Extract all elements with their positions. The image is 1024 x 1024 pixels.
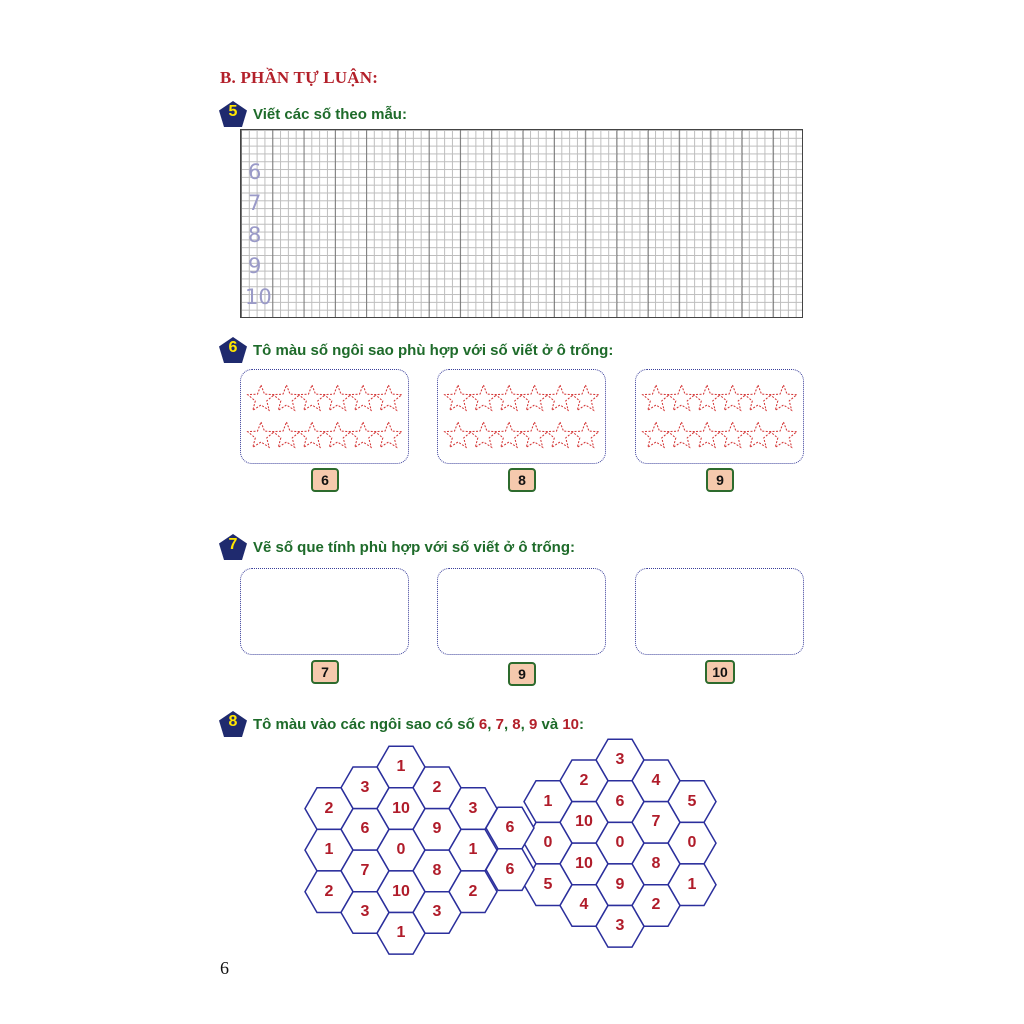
hexagon-number: 3 [468,799,478,817]
target-number-box: 6 [311,468,339,492]
hexagon-number: 6 [505,819,515,836]
hexagon-number: 7 [651,813,661,831]
hexagon-number: 0 [396,841,406,859]
hexagon-number: 9 [432,820,442,838]
hexagon-number: 4 [651,771,661,789]
question-number: 5 [228,103,238,120]
question-prompt: Tô màu số ngôi sao phù hợp với số viết ở ô trống: [253,341,614,359]
question-prompt: Viết các số theo mẫu: [253,105,407,123]
trace-number-6: 6 [248,160,262,184]
question-prompt: Vẽ số que tính phù hợp với số viết ở ô trống: [253,538,575,556]
hexagon-number: 0 [615,834,625,852]
question-prompt: Tô màu vào các ngôi sao có số 6, 7, 8, 9 và 10: [253,715,585,733]
hexagon-number: 8 [432,861,442,879]
hexagon-number: 10 [575,854,593,872]
hexagon-number: 6 [505,860,515,878]
hexagon-number: 7 [360,861,370,879]
hexagon-number: 2 [432,778,442,796]
hexagon-number: 0 [543,834,553,852]
hexagon-number: 2 [651,896,661,914]
hexagon-number: 3 [615,917,625,935]
question-number: 8 [228,713,238,730]
hexagon-number: 3 [432,903,442,921]
trace-number-7: 7 [248,191,262,215]
hexagon-number: 10 [575,813,593,831]
hexagon-number: 2 [468,882,478,900]
hexagon-number: 6 [615,792,625,810]
section-title: B. PHẦN TỰ LUẬN: [220,68,379,87]
target-number-box: 10 [705,660,735,684]
trace-number-8: 8 [248,223,262,247]
question-number: 6 [228,339,238,356]
target-number-box: 7 [311,660,339,684]
hexagon-number: 1 [687,875,697,893]
hexagon-number: 4 [579,896,589,914]
hexagon-number: 3 [360,778,370,796]
hexagon-number: 10 [392,799,410,817]
hexagon-number: 2 [324,882,334,900]
page-number: 6 [220,958,229,978]
hexagon-number: 0 [687,834,697,852]
hexagon-number: 6 [360,820,370,838]
hexagon-number: 8 [651,854,661,872]
hexagon-number: 1 [396,758,406,775]
hexagon-number: 1 [324,841,334,859]
hexagon-number: 3 [360,903,370,921]
hexagon-number: 2 [579,771,589,789]
target-number-box: 9 [508,662,536,686]
hexagon-number: 9 [615,875,625,893]
trace-number-9: 9 [248,254,262,278]
hexagon-number: 1 [543,792,553,810]
hexagon-number: 10 [392,882,410,900]
target-number-box: 9 [706,468,734,492]
hexagon-number: 3 [615,751,625,768]
hexagon-number: 1 [396,924,406,942]
question-number: 7 [228,536,238,553]
hexagon-number: 5 [543,875,553,893]
trace-number-10: 10 [245,285,272,309]
hexagon-number: 1 [468,841,478,859]
target-number-box: 8 [508,468,536,492]
hexagon-number: 5 [687,792,697,810]
hexagon-number: 2 [324,799,334,817]
